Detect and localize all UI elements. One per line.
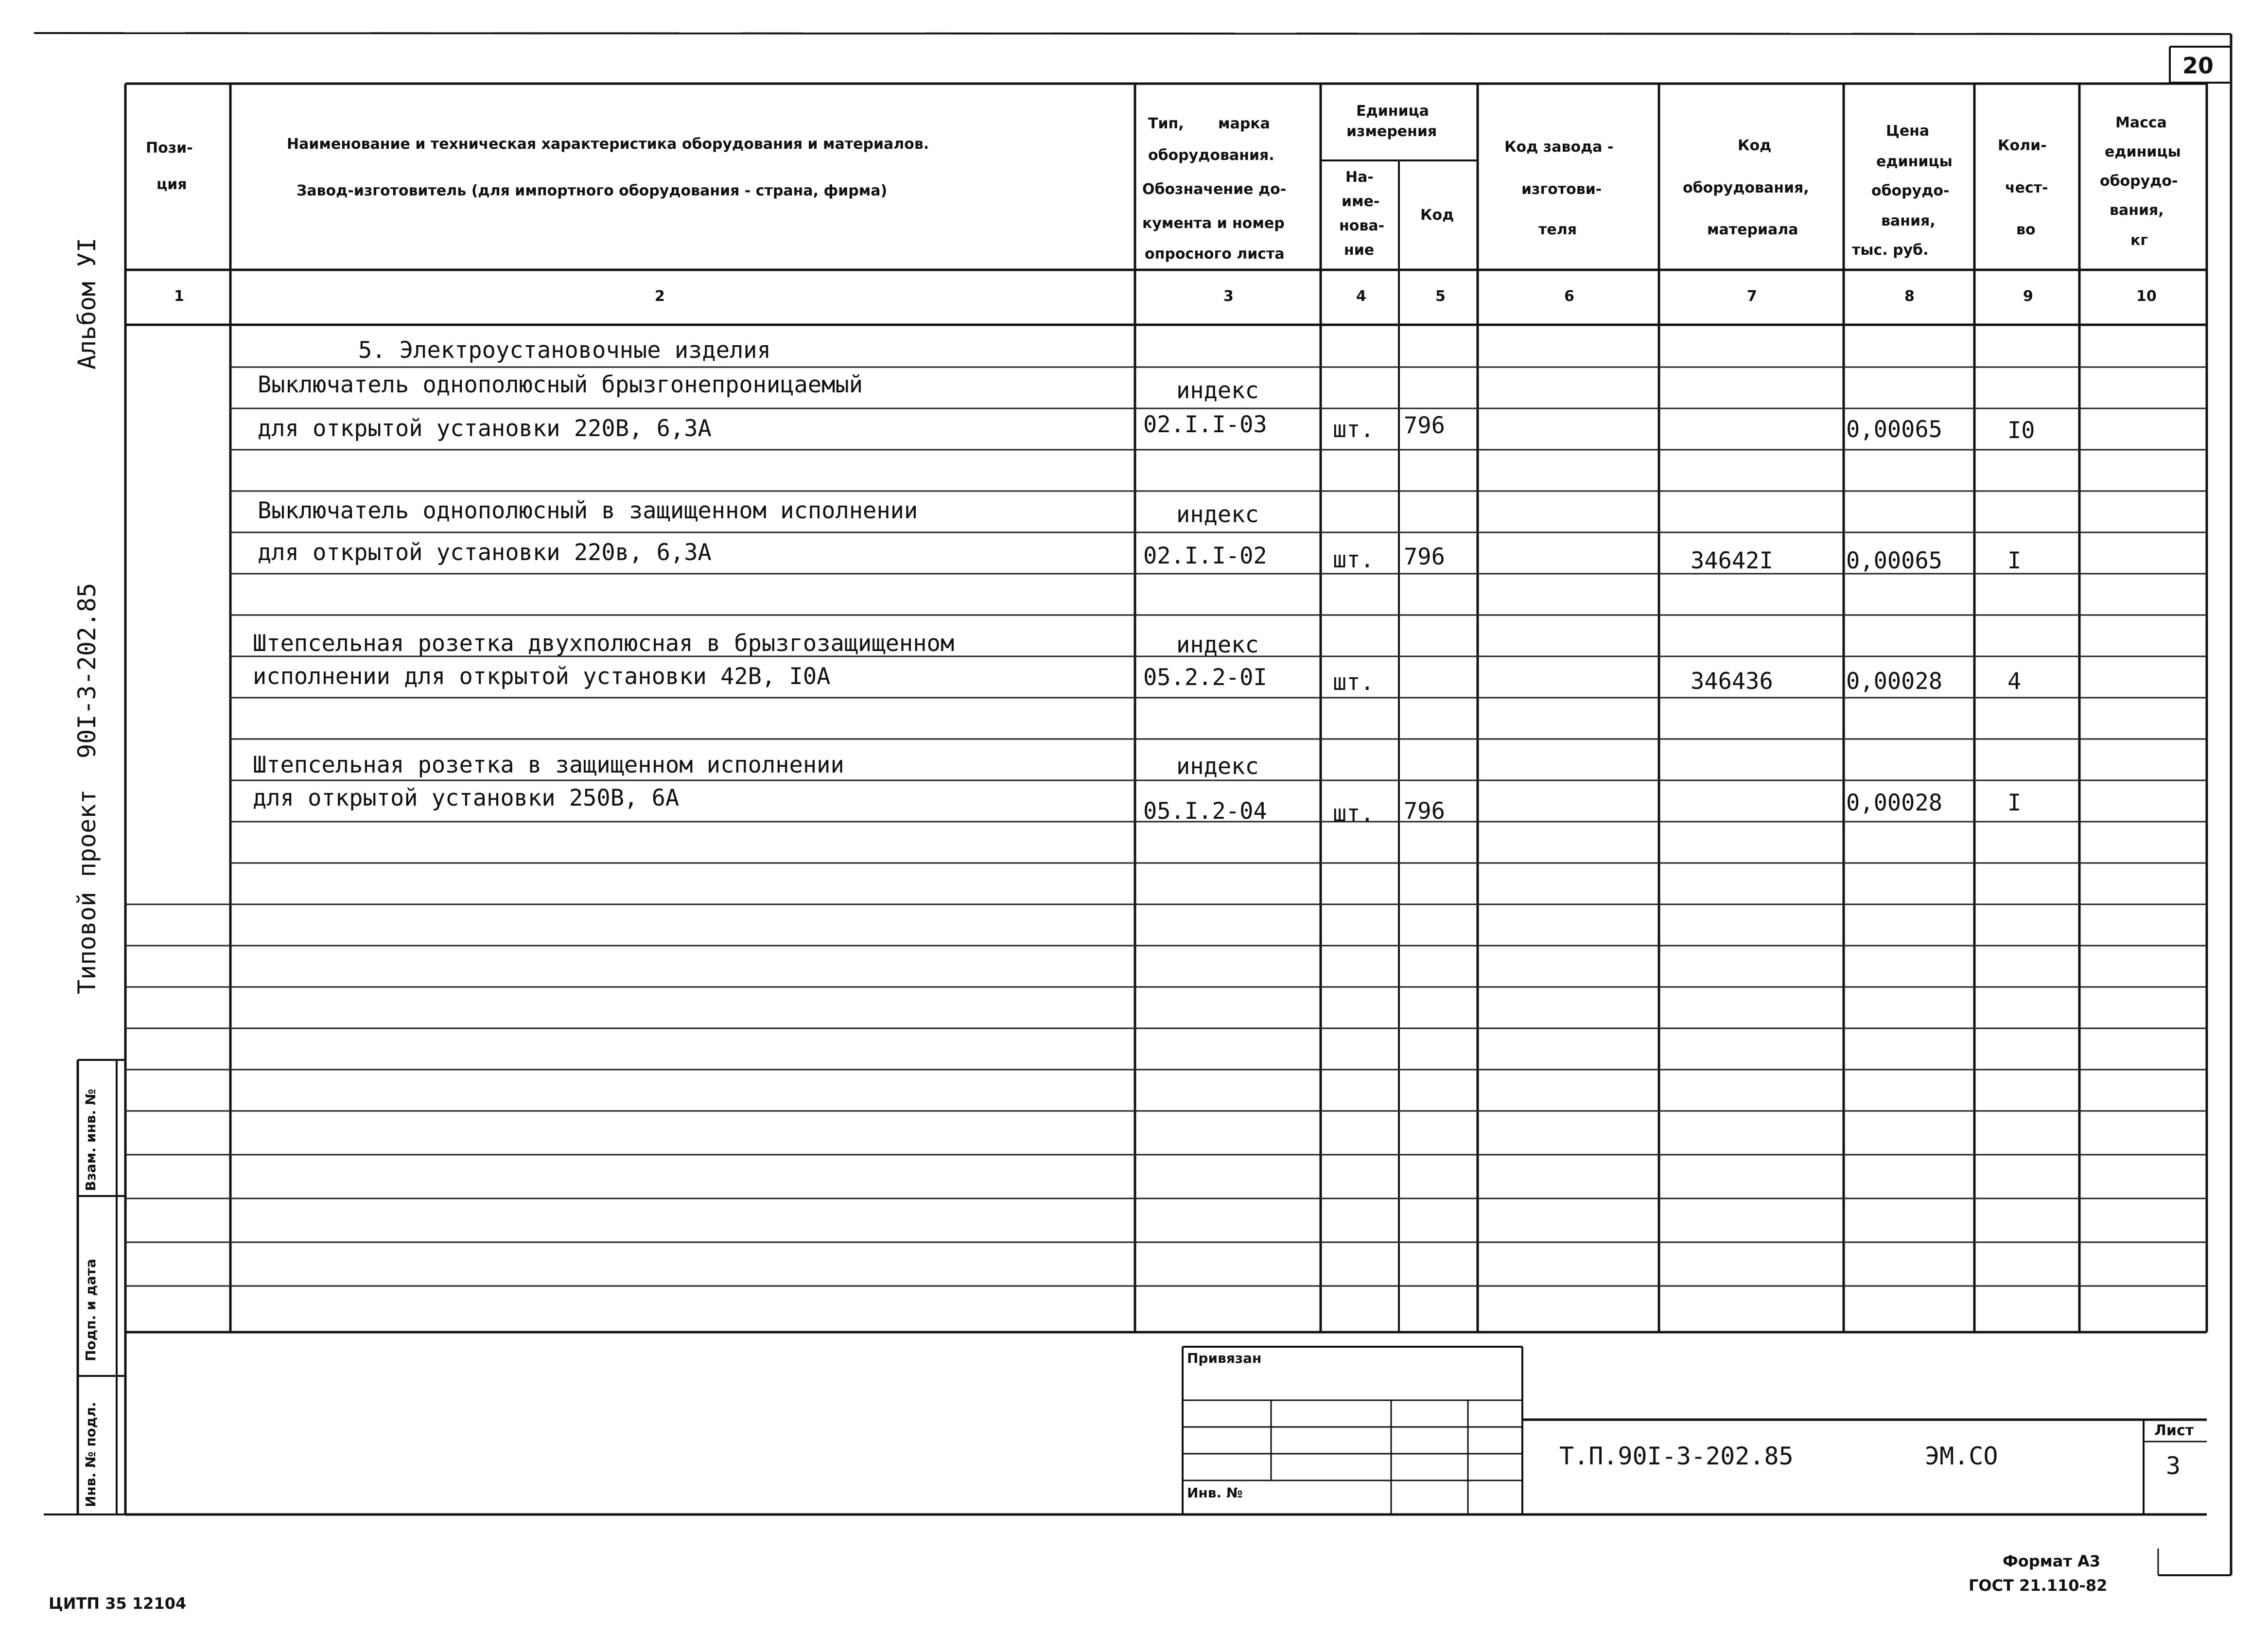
item-type-code: 02.I.I-03	[1143, 411, 1267, 438]
item-type-code: 05.2.2-0I	[1143, 664, 1267, 691]
item-unit: шт.	[1333, 546, 1374, 573]
item-name-line1: Выключатель однополюсный брызгонепроницаемый	[258, 371, 863, 398]
item-qty: I	[2007, 790, 2022, 816]
item-qty: 4	[2007, 668, 2022, 695]
item-equip-code: 34642I	[1691, 547, 1773, 574]
stamp-replace-label: Взам. инв. №	[83, 1089, 99, 1191]
item-name-line2: для открытой установки 220в, 6,3А	[258, 539, 712, 566]
item-type-code: 02.I.I-02	[1143, 543, 1267, 569]
stamp-sign-label: Подп. и дата	[83, 1258, 99, 1361]
project-code-side: 90I-3-202.85	[73, 582, 101, 758]
stamp-orig-label: Инв. № подл.	[83, 1402, 99, 1507]
item-qty: I0	[2007, 417, 2035, 444]
item-equip-code: 346436	[1691, 668, 1773, 695]
item-name-line1: Штепсельная розетка в защищенном исполнении	[253, 752, 844, 778]
format-label: Формат А3	[2003, 1552, 2101, 1570]
item-type-line1: индекс	[1176, 501, 1259, 528]
item-qty: I	[2007, 547, 2022, 574]
item-name-line2: для открытой установки 220В, 6,3А	[258, 415, 712, 442]
item-unit: шт.	[1333, 800, 1374, 827]
item-name-line2: для открытой установки 250В, 6А	[253, 785, 680, 811]
section-title: 5. Электроустановочные изделия	[358, 337, 771, 364]
document-mark: ЭМ.СО	[1925, 1442, 1998, 1470]
gost-label: ГОСТ 21.110-82	[1969, 1576, 2108, 1595]
project-type-side: Типовой проект	[73, 789, 101, 994]
item-name-line1: Выключатель однополюсный в защищенном исполнении	[258, 497, 918, 524]
item-price: 0,00065	[1846, 416, 1943, 443]
item-unit: шт.	[1333, 416, 1374, 443]
item-name-line2: исполнении для открытой установки 42В, I0А	[253, 663, 831, 690]
album-label: Альбом УI	[73, 238, 101, 370]
sheet-no: 3	[2166, 1452, 2181, 1480]
item-unit: шт.	[1333, 669, 1374, 696]
item-type-line1: индекс	[1176, 377, 1259, 404]
item-name-line1: Штепсельная розетка двухполюсная в брызгозащищенном	[253, 630, 955, 657]
item-unit-code: 796	[1404, 544, 1445, 570]
sheet-number: 20	[2182, 53, 2214, 79]
item-type-line1: индекс	[1176, 753, 1259, 780]
item-type-line1: индекс	[1176, 632, 1259, 658]
inv-no-label: Инв. №	[1187, 1485, 1243, 1501]
item-price: 0,00028	[1846, 668, 1943, 695]
item-price: 0,00065	[1846, 547, 1943, 574]
item-type-code: 05.I.2-04	[1143, 798, 1267, 825]
document-code: Т.П.90I-3-202.85	[1559, 1442, 1794, 1470]
drawing-sheet: 20 Альбом УI 90I-3-202.85 Типовой проект Взам. инв. № Подп. и дата Инв. № подл. Пози- ция Наименование и техническая характеристика оборудования и материалов. Завод-изготовитель (для импортного оборудования - страна, фирма) Тип, марка оборудования. Обозначение до- кумента и номер опросного листа Единица измерения На- име- нова- ние Код Код завода - изготови- теля Код оборудования, материала Цена единицы оборудо- вания, тыс. руб. Коли- чест- во Масса единицы оборудо- вания, кг 1 2 3 4 5 6 7 8 9 10 5. Электроустановочные изделия Выключатель однополюсный брызгонепроницаемый для открытой установки 220В, 6,3А индекс 02.I.I-03 шт. 796 0,00065 I0 Выключатель однополюсный в защищенном исполнении для открытой установки 220в, 6,3А индекс 02.I.I-02 шт. 796 34642I 0,00065 I Штепсельная розетка двухполюсная в брызгозащищенном исполнении для открытой установки 42В, I0А индекс 05.2.2-0I шт. 346436 0,00028 4 Штепсельная розетка в защищенном исполнении для открытой установки 250В, 6А индекс 05.I.2-04 шт. 796 0,00028 I Привязан Инв. № Т.П.90I-3-202.85 ЭМ.СО Лист 3 Формат А3 ГОСТ 21.110-82 ЦИТП 35 12104	[0, 0, 2268, 1637]
header-unit-code: Код	[1420, 207, 1454, 224]
bound-label: Привязан	[1187, 1350, 1262, 1366]
item-price: 0,00028	[1846, 790, 1943, 816]
item-unit-code: 796	[1404, 798, 1445, 825]
archive-number: ЦИТП 35 12104	[49, 1594, 187, 1613]
sheet-label: Лист	[2154, 1422, 2194, 1439]
item-unit-code: 796	[1404, 412, 1445, 439]
